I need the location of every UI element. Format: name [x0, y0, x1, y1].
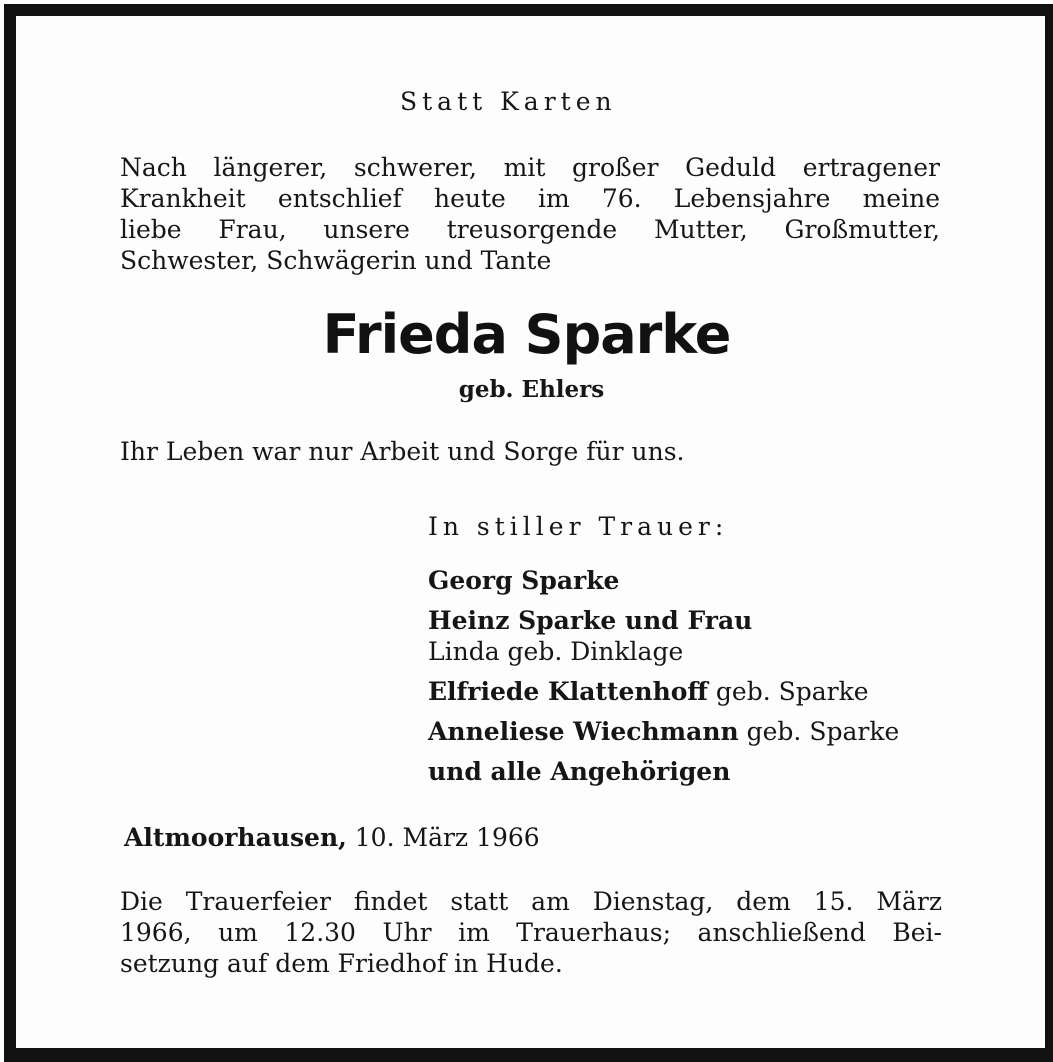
mourner-elfriede-line [428, 676, 869, 707]
mourner-heinz: Heinz Sparke und Frau [428, 606, 753, 635]
place-date [124, 822, 540, 853]
funeral-line-1: Die Trauerfeier findet statt am Dienstag, dem 15. März [120, 887, 942, 916]
mourner-relatives: und alle Angehörigen [428, 757, 731, 786]
mourner-anneliese-birthname: geb. Sparke [738, 717, 900, 746]
mourning-heading: In stiller Trauer: [428, 512, 729, 541]
intro-line-3: liebe Frau, unsere treusorgende Mutter, Großmutter, [120, 215, 940, 244]
intro-line-1: Nach längerer, schwerer, mit großer Geduld ertragener [120, 153, 940, 182]
funeral-line-3: setzung auf dem Friedhof in Hude. [120, 949, 563, 978]
date: 10. März 1966 [346, 823, 540, 852]
place: Altmoorhausen, [124, 823, 347, 852]
mourner-elfriede: Elfriede Klattenhoff [428, 677, 708, 706]
intro-line-4: Schwester, Schwägerin und Tante [120, 246, 552, 275]
deceased-name: Frieda Sparke [322, 303, 731, 366]
mourner-heinz-spouse: Linda geb. Dinklage [428, 637, 684, 666]
intro-line-2: Krankheit entschlief heute im 76. Lebensjahre meine [120, 184, 940, 213]
funeral-line-2: 1966, um 12.30 Uhr im Trauerhaus; anschließend Bei- [120, 918, 942, 947]
mourner-elfriede-birthname: geb. Sparke [707, 677, 869, 706]
mourner-georg: Georg Sparke [428, 566, 620, 595]
notice-header: Statt Karten [400, 87, 617, 116]
birth-name: geb. Ehlers [458, 376, 605, 403]
mourner-anneliese-line [428, 716, 899, 747]
mourner-anneliese: Anneliese Wiechmann [428, 717, 739, 746]
motto: Ihr Leben war nur Arbeit und Sorge für uns. [120, 437, 685, 466]
